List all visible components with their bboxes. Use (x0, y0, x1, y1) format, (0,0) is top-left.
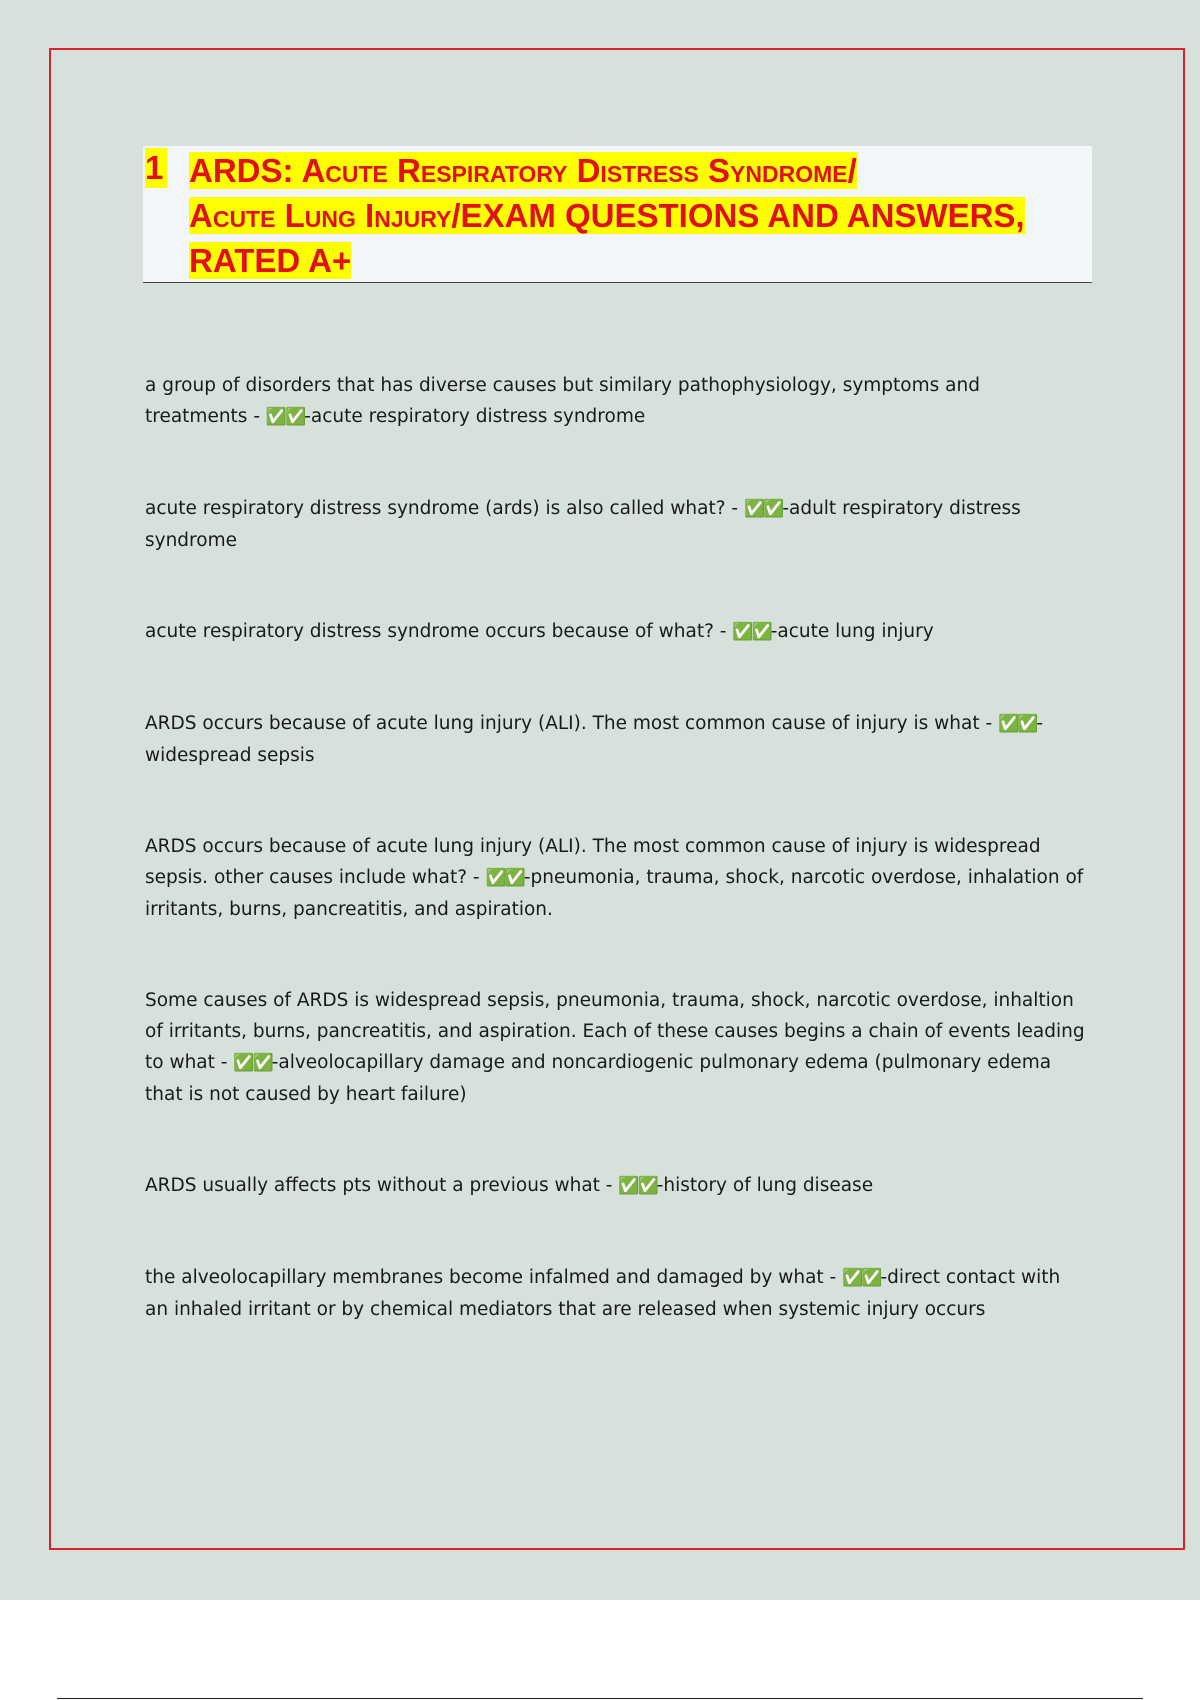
check-marks-icon: ✅✅ (233, 1053, 272, 1073)
question-text: Some causes of ARDS is widespread sepsis, pneumonia, trauma, shock, narcotic overdose, inhaltion of irritants, burns, pancreatitis, and aspiration. Each of these causes begins a chain of events leading to what - (145, 990, 1085, 1073)
check-marks-icon: ✅✅ (265, 407, 305, 427)
heading-block (143, 146, 1092, 283)
qa-item (145, 493, 1085, 556)
answer-text: -direct contact with an inhaled irritant or by chemical mediators that are released when systemic injury occurs (145, 1267, 1061, 1320)
document-heading (189, 148, 1049, 283)
answer-text: -history of lung disease (656, 1175, 874, 1196)
answer-text: -widespread sepsis (145, 713, 1044, 766)
footer-divider (57, 1698, 1143, 1699)
question-text: acute respiratory distress syndrome occurs because of what? - (145, 621, 727, 642)
heading-line: Acute Lung Injury/EXAM QUESTIONS AND ANSWERS, (189, 197, 1025, 234)
question-text: ARDS occurs because of acute lung injury (ALI). The most common cause of injury is widespread sepsis. other causes include what? - (145, 836, 1041, 888)
check-marks-icon: ✅✅ (743, 499, 783, 519)
answer-text: -alveolocapillary damage and noncardiogenic pulmonary edema (pulmonary edema that is not caused by heart failure) (145, 1052, 1052, 1105)
heading-line: RATED A+ (189, 242, 352, 279)
question-text: acute respiratory distress syndrome (ards) is also called what? - (145, 498, 739, 519)
qa-item (145, 708, 1085, 771)
question-text: ARDS usually affects pts without a previous what - (145, 1175, 613, 1196)
answer-text: -pneumonia, trauma, shock, narcotic overdose, inhalation of irritants, burns, pancreatitis, and aspiration. (145, 867, 1084, 920)
qa-item (145, 831, 1085, 925)
qa-item (145, 1170, 1085, 1202)
answer-text: -adult respiratory distress syndrome (145, 498, 1021, 551)
heading-line: ARDS: Acute Respiratory Distress Syndrome/ (189, 152, 857, 189)
question-text: ARDS occurs because of acute lung injury (ALI). The most common cause of injury is what - (145, 713, 993, 734)
answer-text: -acute respiratory distress syndrome (304, 406, 646, 427)
check-marks-icon: ✅✅ (998, 714, 1037, 734)
check-marks-icon: ✅✅ (732, 622, 771, 642)
qa-item (145, 985, 1085, 1110)
qa-item (145, 1262, 1085, 1325)
question-text: a group of disorders that has diverse causes but similary pathophysiology, symptoms and treatments - (145, 375, 980, 427)
check-marks-icon: ✅✅ (485, 868, 524, 888)
qa-item (145, 616, 1085, 648)
qa-item (145, 370, 1085, 433)
check-marks-icon: ✅✅ (842, 1268, 881, 1288)
check-marks-icon: ✅✅ (618, 1176, 657, 1196)
heading-number: 1 (145, 148, 167, 188)
question-text: the alveolocapillary membranes become infalmed and damaged by what - (145, 1267, 837, 1288)
answer-text: -acute lung injury (770, 621, 934, 642)
qa-list (145, 370, 1085, 1325)
